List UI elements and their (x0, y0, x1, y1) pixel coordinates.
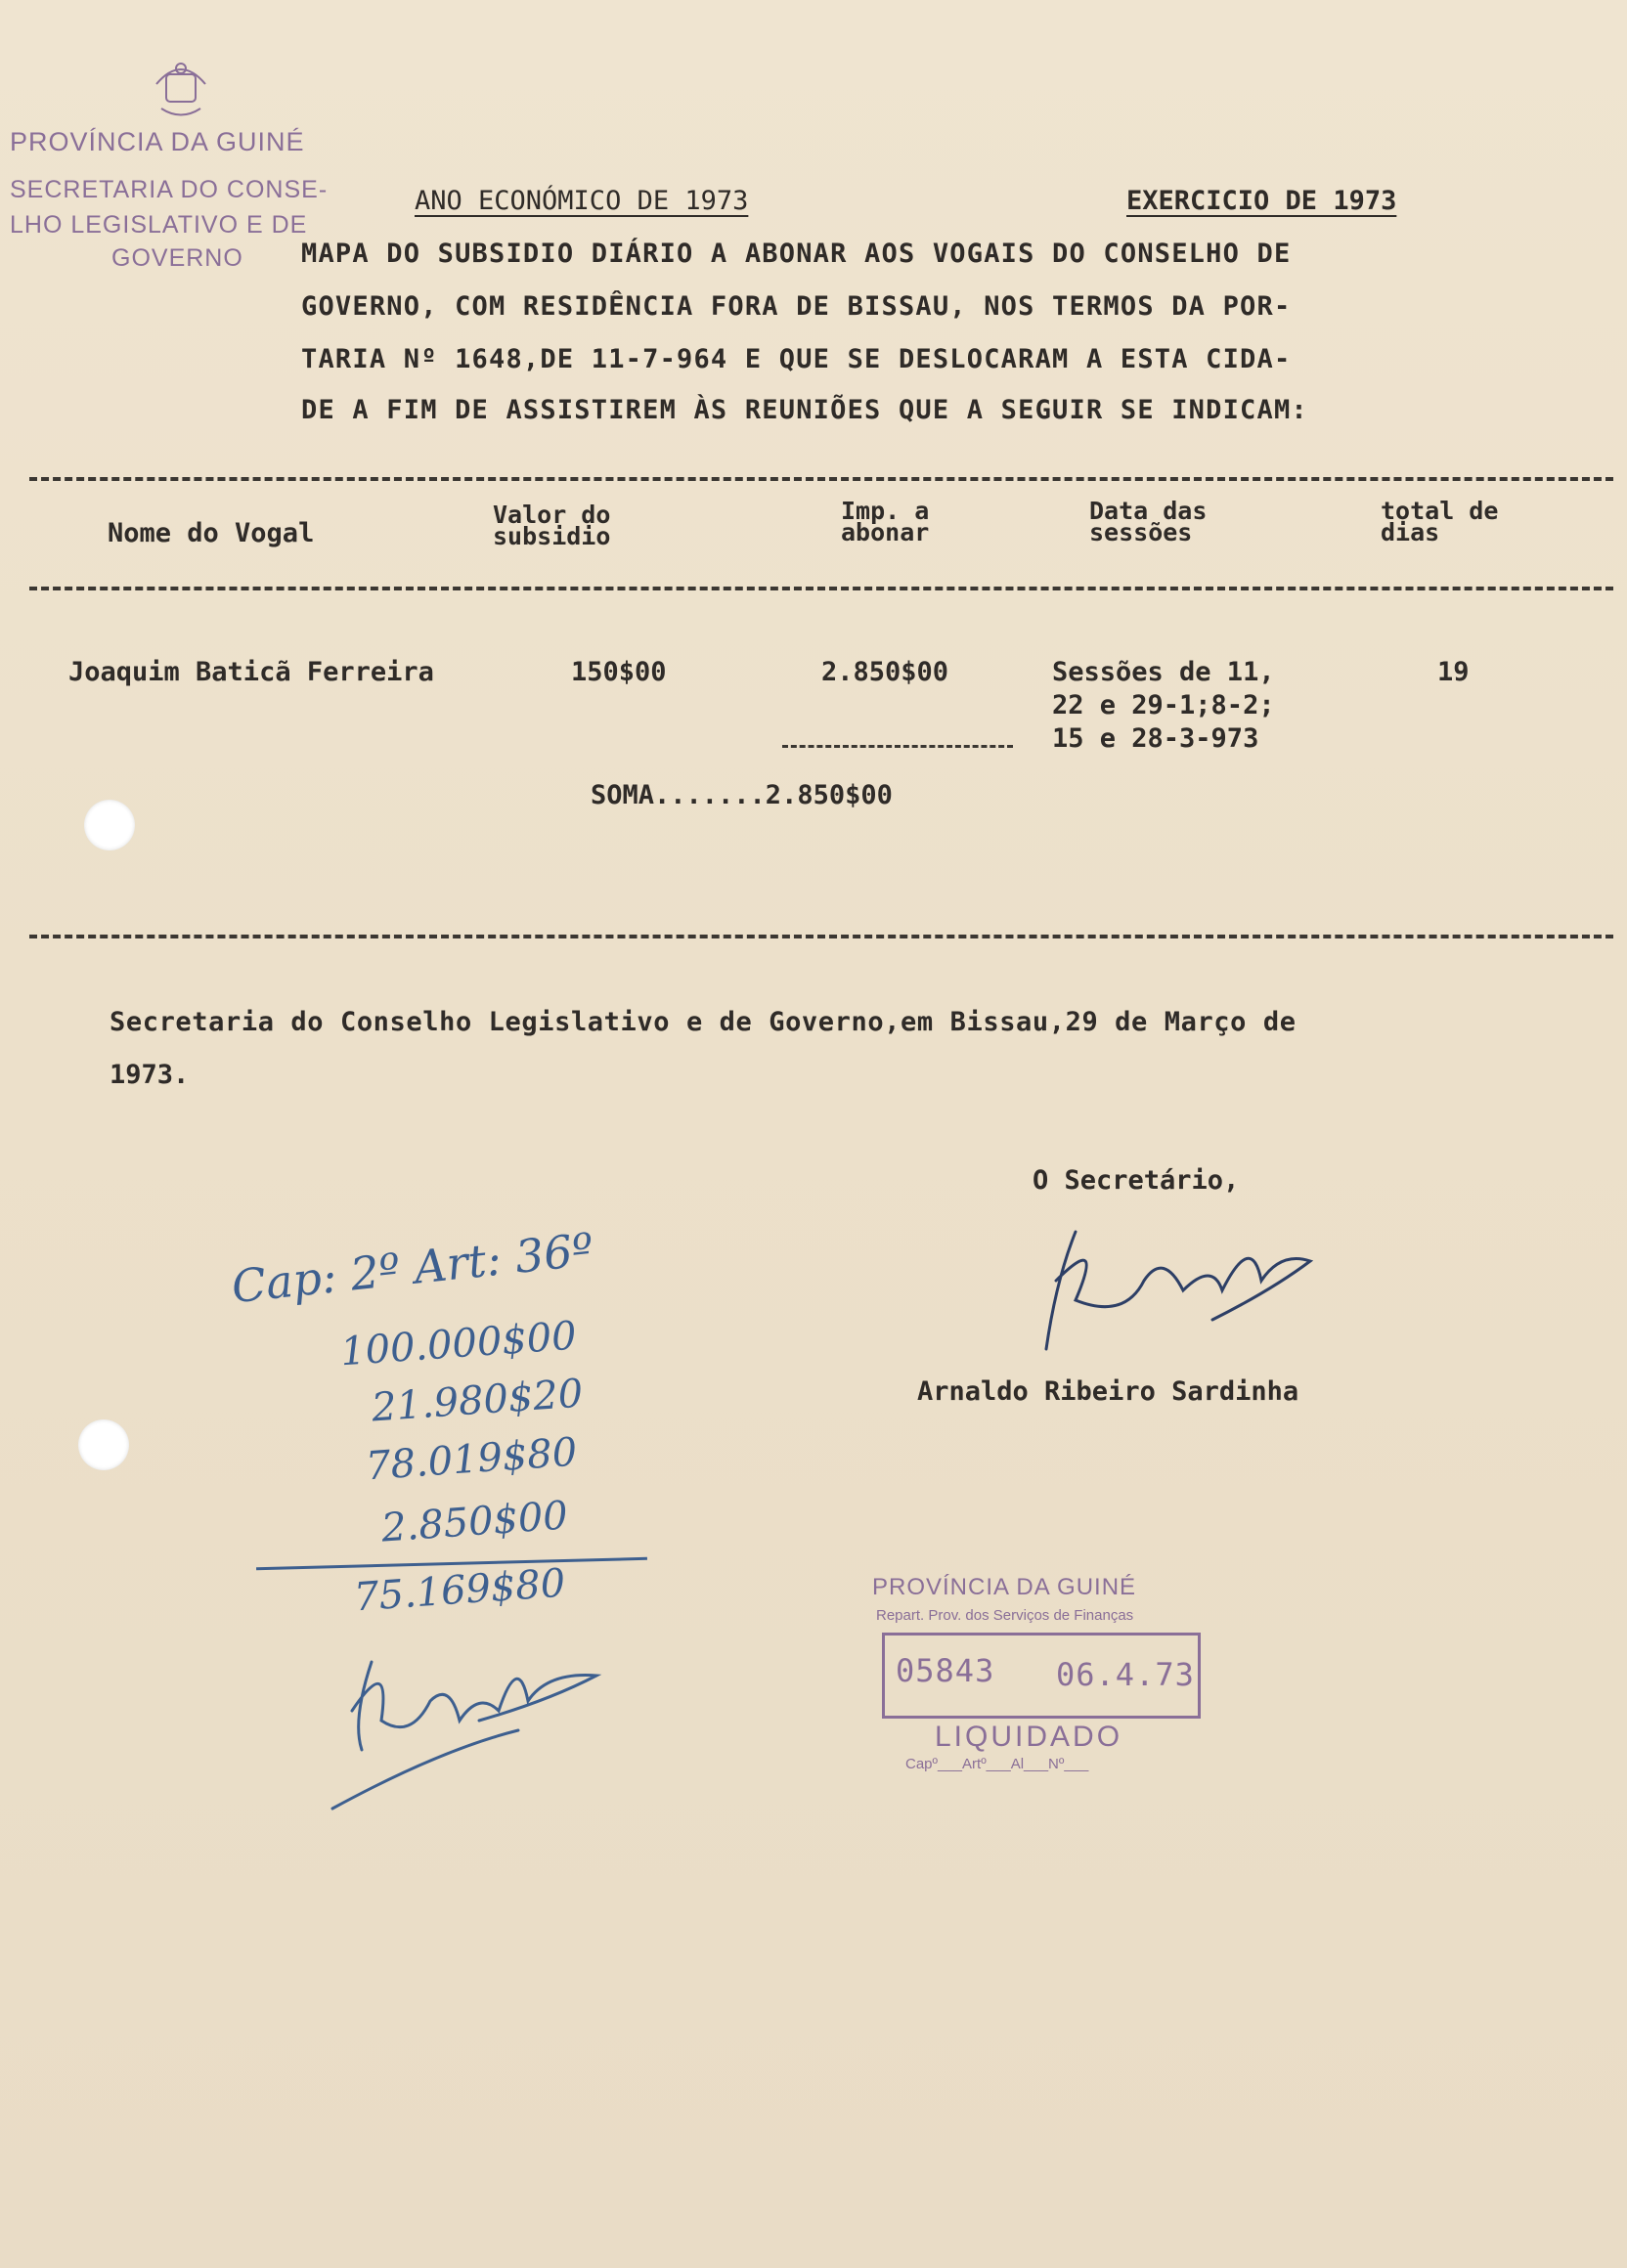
mapa-line-4: DE A FIM DE ASSISTIREM ÀS REUNIÕES QUE A SEGUIR SE INDICAM: (301, 395, 1308, 425)
header-stamp-legislativo: LHO LEGISLATIVO E DE (10, 211, 308, 239)
mapa-line-1: MAPA DO SUBSIDIO DIÁRIO A ABONAR AOS VOGAIS DO CONSELHO DE (301, 239, 1292, 269)
header-stamp-province: PROVÍNCIA DA GUINÉ (10, 127, 305, 156)
row-nome: Joaquim Baticã Ferreira (68, 657, 434, 687)
row-importancia: 2.850$00 (821, 657, 949, 687)
col-header-importancia: Imp. a abonar (841, 497, 930, 546)
place-date-line-2: 1973. (110, 1060, 190, 1090)
coat-of-arms-emblem (137, 55, 225, 123)
row-dias: 19 (1437, 657, 1470, 687)
mapa-line-2: GOVERNO, COM RESIDÊNCIA FORA DE BISSAU, NOS TERMOS DA POR- (301, 291, 1292, 322)
soma-total: SOMA.......2.850$00 (591, 780, 893, 810)
handwritten-signature (323, 1633, 636, 1828)
mapa-line-3: TARIA Nº 1648,DE 11-7-964 E QUE SE DESLOCARAM A ESTA CIDA- (301, 344, 1292, 374)
handwritten-cap-art: Cap: 2º Art: 36º (229, 1222, 596, 1314)
table-top-rule (29, 477, 1613, 481)
row-sessoes-line-3: 15 e 28-3-973 (1052, 723, 1259, 754)
sum-rule (782, 745, 1013, 748)
col-header-valor: Valor do subsidio (493, 501, 611, 550)
finance-stamp-repart: Repart. Prov. dos Serviços de Finanças (876, 1607, 1134, 1624)
handwritten-value-2: 21.980$20 (370, 1371, 585, 1431)
table-bottom-rule (29, 935, 1613, 938)
header-stamp-governo: GOVERNO (111, 244, 243, 272)
col-header-dias: total de dias (1381, 497, 1499, 546)
finance-stamp-number: 05843 (896, 1652, 995, 1689)
handwritten-value-4: 2.850$00 (379, 1493, 570, 1551)
secretario-label: O Secretário, (1033, 1165, 1240, 1196)
handwritten-value-3: 78.019$80 (364, 1429, 579, 1490)
punch-hole-bottom (78, 1419, 129, 1470)
row-sessoes-line-1: Sessões de 11, (1052, 657, 1275, 687)
table-header-rule (29, 587, 1613, 590)
ano-economico-heading: ANO ECONÓMICO DE 1973 (415, 186, 749, 216)
row-valor: 150$00 (571, 657, 667, 687)
finance-stamp-province: PROVÍNCIA DA GUINÉ (872, 1574, 1137, 1600)
exercicio-heading: EXERCICIO DE 1973 (1126, 186, 1397, 216)
row-sessoes-line-2: 22 e 29-1;8-2; (1052, 690, 1275, 720)
col-header-sessoes: Data das sessões (1089, 497, 1208, 546)
finance-stamp-cap: Capº___Artº___Al___Nº___ (905, 1756, 1089, 1772)
header-stamp-secretaria: SECRETARIA DO CONSE- (10, 176, 329, 203)
col-header-nome: Nome do Vogal (108, 518, 315, 548)
secretary-signature (1017, 1212, 1330, 1359)
finance-stamp-status: LIQUIDADO (935, 1721, 1123, 1753)
finance-stamp (860, 1564, 1252, 1789)
punch-hole-top (84, 800, 135, 850)
handwritten-value-5: 75.169$80 (352, 1560, 567, 1621)
handwritten-value-1: 100.000$00 (338, 1313, 579, 1375)
finance-stamp-date: 06.4.73 (1056, 1656, 1195, 1693)
place-date-line-1: Secretaria do Conselho Legislativo e de Governo,em Bissau,29 de Março de (110, 1007, 1297, 1037)
secretario-name: Arnaldo Ribeiro Sardinha (917, 1376, 1299, 1407)
